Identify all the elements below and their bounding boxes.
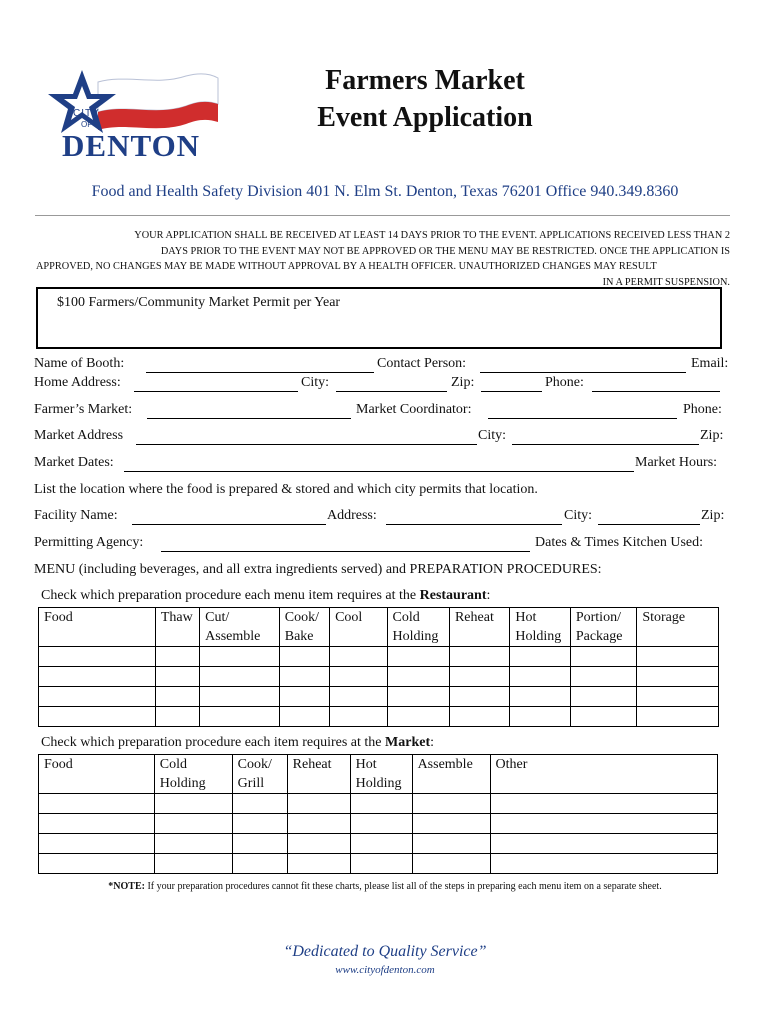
contact-person-label: Contact Person: (377, 356, 467, 371)
location-instructions: List the location where the food is prepared & stored and which city permits that location. (34, 482, 538, 497)
table-cell[interactable] (232, 794, 287, 814)
phone-field[interactable] (592, 391, 720, 392)
table-cell[interactable] (279, 667, 329, 687)
market-city-label: City: (478, 428, 507, 443)
table-row (39, 707, 719, 727)
col-header: Cut/ Assemble (200, 608, 280, 647)
permitting-agency-field[interactable] (161, 551, 530, 552)
market-city-field[interactable] (512, 444, 699, 445)
table-cell[interactable] (200, 647, 280, 667)
table-cell[interactable] (449, 647, 509, 667)
col-header: Storage (637, 608, 719, 647)
table-cell[interactable] (232, 814, 287, 834)
table-row (39, 854, 718, 874)
col-header: Hot Holding (350, 755, 412, 794)
table-cell[interactable] (39, 667, 156, 687)
facility-name-field[interactable] (132, 524, 326, 525)
footer-website[interactable]: www.cityofdenton.com (335, 964, 435, 976)
menu-heading: MENU (including beverages, and all extra ingredients served) and PREPARATION PROCEDURES: (34, 562, 602, 577)
home-address-label: Home Address: (34, 375, 121, 390)
table-cell[interactable] (490, 794, 717, 814)
col-header: Cold Holding (387, 608, 449, 647)
footer-motto: “Dedicated to Quality Service” (283, 943, 487, 960)
table-cell[interactable] (490, 854, 717, 874)
city-label: City: (301, 375, 330, 390)
table-cell[interactable] (330, 687, 387, 707)
market-zip-label: Zip: (700, 428, 724, 443)
table-cell[interactable] (510, 687, 570, 707)
col-header: Food (39, 608, 156, 647)
col-header: Reheat (287, 755, 350, 794)
market-address-label: Market Address (34, 428, 124, 443)
table-cell[interactable] (412, 814, 490, 834)
table-cell[interactable] (510, 647, 570, 667)
table-cell[interactable] (39, 834, 155, 854)
farmers-market-label: Farmer’s Market: (34, 402, 133, 417)
table-cell[interactable] (200, 687, 280, 707)
permitting-agency-label: Permitting Agency: (34, 535, 144, 550)
warning-line: DAYS PRIOR TO THE EVENT MAY NOT BE APPROVED OR THE MENU MAY BE RESTRICTED. ONCE THE APPLICATION IS (160, 245, 730, 257)
table-cell[interactable] (279, 647, 329, 667)
facility-address-field[interactable] (386, 524, 562, 525)
form-title-line2: Event Application (317, 102, 533, 133)
warning-line: IN A PERMIT SUSPENSION. (602, 276, 730, 288)
table-cell[interactable] (350, 794, 412, 814)
col-header: Cold Holding (154, 755, 232, 794)
table-cell[interactable] (330, 667, 387, 687)
phone-label: Phone: (545, 375, 584, 390)
table-cell[interactable] (449, 707, 509, 727)
table-cell[interactable] (39, 794, 155, 814)
table-header-row (39, 755, 718, 794)
table-cell[interactable] (350, 834, 412, 854)
table-cell[interactable] (39, 647, 156, 667)
table-cell[interactable] (449, 667, 509, 687)
table-cell[interactable] (570, 647, 636, 667)
table-cell[interactable] (279, 687, 329, 707)
table-cell[interactable] (232, 854, 287, 874)
table-cell[interactable] (637, 707, 719, 727)
table-cell[interactable] (412, 854, 490, 874)
table-cell[interactable] (637, 647, 719, 667)
market-hours-label: Market Hours: (635, 455, 718, 470)
table-cell[interactable] (637, 687, 719, 707)
market-procedures-table (38, 754, 718, 874)
table-cell[interactable] (637, 667, 719, 687)
facility-zip-label: Zip: (701, 508, 725, 523)
logo-city-text: CITY (73, 108, 100, 119)
table-cell[interactable] (570, 667, 636, 687)
table-row (39, 814, 718, 834)
facility-city-label: City: (564, 508, 593, 523)
table-header-row (39, 608, 719, 647)
table-cell[interactable] (155, 667, 199, 687)
contact-person-field[interactable] (480, 372, 686, 373)
col-header: Food (39, 755, 155, 794)
table-cell[interactable] (200, 667, 280, 687)
table-cell[interactable] (510, 667, 570, 687)
warning-line: APPROVED, NO CHANGES MAY BE MADE WITHOUT APPROVAL BY A HEALTH OFFICER. UNAUTHORIZED CHANGES MAY RESULT (36, 261, 657, 272)
email-label: Email: (691, 356, 729, 371)
market-dates-field[interactable] (124, 471, 634, 472)
table-cell[interactable] (287, 794, 350, 814)
table-cell[interactable] (387, 687, 449, 707)
col-header: Assemble (412, 755, 490, 794)
facility-name-label: Facility Name: (34, 508, 118, 523)
table-cell[interactable] (279, 707, 329, 727)
market-coordinator-field[interactable] (488, 418, 677, 419)
col-header: Other (490, 755, 717, 794)
table-cell[interactable] (287, 854, 350, 874)
restaurant-table-caption: Check which preparation procedure each menu item requires at the Restaurant: (41, 588, 491, 603)
farmers-market-field[interactable] (147, 418, 351, 419)
preparation-note: *NOTE: If your preparation procedures cannot fit these charts, please list all of the steps in preparing each menu item on a separate sheet. (108, 881, 662, 892)
col-header: Portion/ Package (570, 608, 636, 647)
table-cell[interactable] (570, 687, 636, 707)
table-cell[interactable] (287, 834, 350, 854)
facility-address-label: Address: (327, 508, 377, 523)
table-cell[interactable] (570, 707, 636, 727)
market-table-caption: Check which preparation procedure each item requires at the Market: (41, 735, 434, 750)
table-cell[interactable] (350, 854, 412, 874)
table-cell[interactable] (200, 707, 280, 727)
table-cell[interactable] (510, 707, 570, 727)
restaurant-procedures-table (38, 607, 719, 727)
table-cell[interactable] (330, 707, 387, 727)
warning-line: YOUR APPLICATION SHALL BE RECEIVED AT LEAST 14 DAYS PRIOR TO THE EVENT. APPLICATIONS RECEIVED LESS THAN 2 (134, 230, 730, 241)
table-row (39, 687, 719, 707)
table-cell[interactable] (155, 687, 199, 707)
submission-warning (36, 228, 730, 290)
kitchen-dates-label: Dates & Times Kitchen Used: (535, 535, 703, 550)
office-address-line: Food and Health Safety Division 401 N. Elm St. Denton, Texas 76201 Office 940.349.8360 (91, 183, 679, 200)
market-coordinator-label: Market Coordinator: (356, 402, 472, 417)
permit-fee-text: $100 Farmers/Community Market Permit per Year (57, 295, 341, 310)
table-cell[interactable] (449, 687, 509, 707)
table-cell[interactable] (155, 707, 199, 727)
col-header: Cook/ Grill (232, 755, 287, 794)
booth-name-label: Name of Booth: (34, 356, 125, 371)
table-cell[interactable] (155, 647, 199, 667)
table-cell[interactable] (39, 814, 155, 834)
table-cell[interactable] (287, 814, 350, 834)
table-row (39, 647, 719, 667)
coordinator-phone-label: Phone: (683, 402, 722, 417)
table-cell[interactable] (154, 814, 232, 834)
table-cell[interactable] (39, 687, 156, 707)
city-of-denton-logo (36, 60, 226, 170)
col-header: Reheat (449, 608, 509, 647)
divider (35, 215, 730, 216)
table-cell[interactable] (154, 834, 232, 854)
table-cell[interactable] (387, 667, 449, 687)
table-cell[interactable] (490, 814, 717, 834)
table-cell[interactable] (412, 794, 490, 814)
logo-denton-text: DENTON (62, 128, 201, 163)
zip-label: Zip: (451, 375, 475, 390)
market-dates-label: Market Dates: (34, 455, 114, 470)
form-title-line1: Farmers Market (325, 65, 525, 96)
city-field[interactable] (336, 391, 447, 392)
logo-of-text: OF (81, 120, 93, 129)
table-row (39, 667, 719, 687)
table-cell[interactable] (39, 707, 156, 727)
table-cell[interactable] (387, 647, 449, 667)
table-row (39, 834, 718, 854)
table-cell[interactable] (350, 814, 412, 834)
table-cell[interactable] (232, 834, 287, 854)
table-cell[interactable] (412, 834, 490, 854)
booth-name-field[interactable] (146, 372, 374, 373)
col-header: Hot Holding (510, 608, 570, 647)
table-cell[interactable] (387, 707, 449, 727)
table-cell[interactable] (490, 834, 717, 854)
market-address-field[interactable] (136, 444, 477, 445)
home-address-field[interactable] (134, 391, 298, 392)
col-header: Thaw (155, 608, 199, 647)
facility-city-field[interactable] (598, 524, 700, 525)
table-cell[interactable] (330, 647, 387, 667)
table-cell[interactable] (154, 854, 232, 874)
col-header: Cool (330, 608, 387, 647)
col-header: Cook/ Bake (279, 608, 329, 647)
table-cell[interactable] (39, 854, 155, 874)
table-cell[interactable] (154, 794, 232, 814)
table-row (39, 794, 718, 814)
zip-field[interactable] (481, 391, 542, 392)
